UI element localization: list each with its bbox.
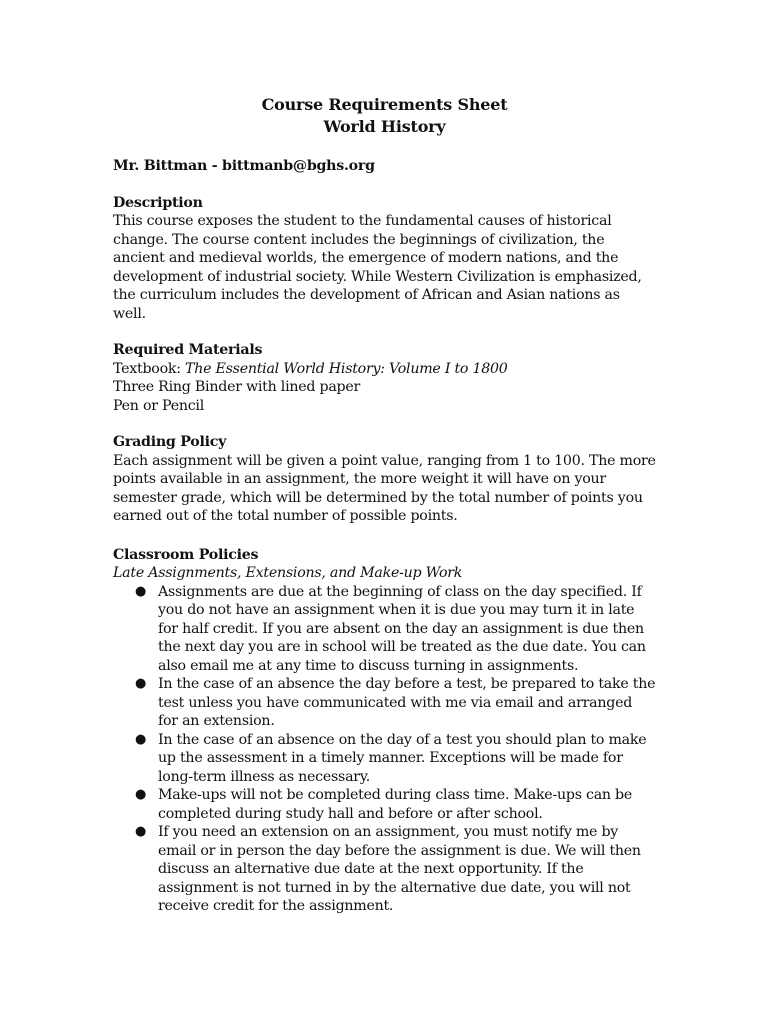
policies-subheading: Late Assignments, Extensions, and Make-up Work [113,565,463,581]
grading-section [113,433,656,526]
list-item-text: If you need an extension on an assignment, you must notify me by email or in person the day before the assignment is due. We will then discuss an alternative due date at the next opportunity. If the assignment is not turned in by the alternative due date, you will not receive credit for the assignment. [158,824,641,914]
textbook-line [113,360,656,379]
bullet-icon: ● [135,676,147,691]
list-item [113,675,656,731]
bullet-icon: ● [135,824,147,839]
classroom-policies-section [113,546,656,916]
list-item-text: In the case of an absence on the day of a test you should plan to make up the assessment in a timely manner. Exceptions will be made for long-term illness as necessary. [158,731,647,785]
list-item [113,583,656,676]
list-item-text: Assignments are due at the beginning of class on the day specified. If you do not have an assignment when it is due you may turn it in late for half credit. If you are absent on the day an assignment is due then the next day you are in school will be treated as the due date. You can also email me at any time to discuss turning in assignments. [158,583,646,674]
bullet-icon: ● [135,787,147,802]
material-item: Three Ring Binder with lined paper [113,379,361,395]
classroom-policies-heading: Classroom Policies [113,546,259,563]
list-item-text: In the case of an absence the day before a test, be prepared to take the test unless you have communicated with me via email and arranged for an extension. [158,676,656,729]
document-title: Course Requirements Sheet [261,95,508,114]
grading-body: Each assignment will be given a point value, ranging from 1 to 100. The more points available in an assignment, the more weight it will have on your semester grade, which will be determined by the total number of points you earned out of the total number of possible points. [113,452,656,524]
policies-list [113,583,656,916]
bullet-icon: ● [135,583,147,599]
materials-heading: Required Materials [113,342,263,358]
material-item: Pen or Pencil [113,397,204,414]
bullet-icon: ● [135,731,147,747]
list-item-text: Make-ups will not be completed during class time. Make-ups can be completed during study hall and before or after school. [158,787,633,822]
description-body: This course exposes the student to the fundamental causes of historical change. The course content includes the beginnings of civilization, the ancient and medieval worlds, the emergence of modern nations, and the development of industrial society. While Western Civilization is emphasized, the curriculum includes the development of African and Asian nations as well. [113,213,642,322]
textbook-label: Textbook: [113,360,186,377]
title-block [113,94,656,138]
list-item [113,731,656,787]
description-heading: Description [113,194,203,211]
materials-section [113,341,656,415]
description-section [113,194,656,324]
grading-heading: Grading Policy [113,434,227,450]
list-item [113,823,656,916]
textbook-title: The Essential World History: Volume I to 1800 [185,360,508,377]
course-name: World History [323,117,446,136]
teacher-contact: Mr. Bittman - bittmanb@bghs.org [113,158,375,174]
list-item [113,786,656,823]
